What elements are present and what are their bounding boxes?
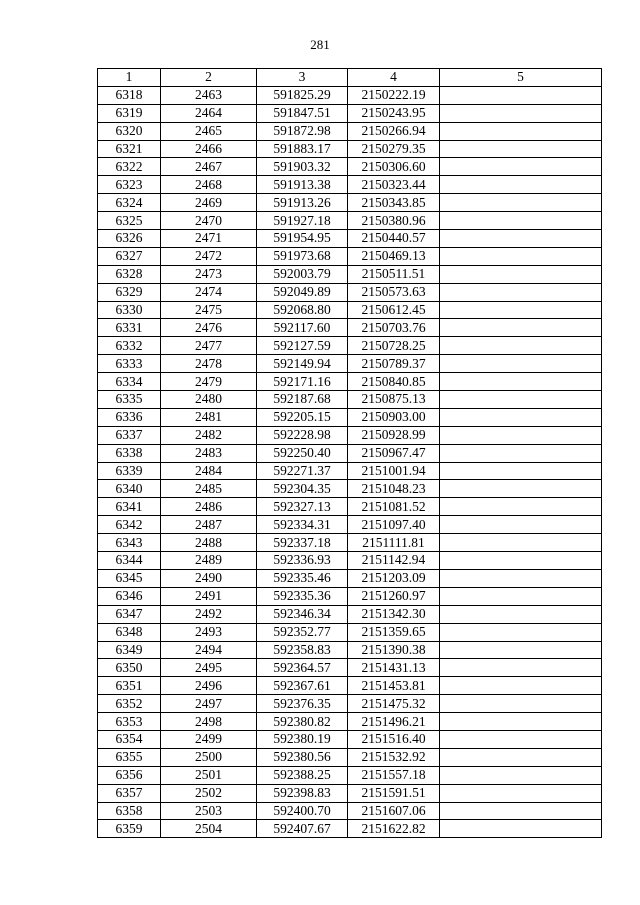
table-cell: 6334: [98, 373, 161, 391]
table-cell: 591973.68: [257, 247, 348, 265]
table-cell: 2151081.52: [348, 498, 440, 516]
table-cell: 2465: [161, 122, 257, 140]
table-cell: 2150875.13: [348, 391, 440, 409]
table-cell: [440, 194, 602, 212]
table-cell: 592228.98: [257, 426, 348, 444]
table-cell: 2481: [161, 408, 257, 426]
table-cell: 2475: [161, 301, 257, 319]
page-number: 281: [310, 37, 330, 52]
table-cell: 592149.94: [257, 355, 348, 373]
table-cell: 592171.16: [257, 373, 348, 391]
table-row: [98, 337, 602, 355]
table-cell: 2150266.94: [348, 122, 440, 140]
table-row: [98, 498, 602, 516]
table-cell: [440, 122, 602, 140]
table-cell: 6332: [98, 337, 161, 355]
table-cell: 2474: [161, 283, 257, 301]
table-cell: 2477: [161, 337, 257, 355]
table-cell: 2150279.35: [348, 140, 440, 158]
table-cell: 6335: [98, 391, 161, 409]
table-row: [98, 265, 602, 283]
table-cell: 592335.46: [257, 569, 348, 587]
table-cell: 2480: [161, 391, 257, 409]
table-row: [98, 713, 602, 731]
table-cell: 2463: [161, 86, 257, 104]
table-cell: 2151203.09: [348, 569, 440, 587]
table-cell: 2151142.94: [348, 552, 440, 570]
table-cell: 592327.13: [257, 498, 348, 516]
table-cell: 6340: [98, 480, 161, 498]
table-cell: [440, 713, 602, 731]
table-cell: [440, 569, 602, 587]
table-row: [98, 820, 602, 838]
table-cell: [440, 695, 602, 713]
table-cell: 6343: [98, 534, 161, 552]
table-cell: 6328: [98, 265, 161, 283]
table-cell: 2502: [161, 784, 257, 802]
table-cell: [440, 748, 602, 766]
table-cell: 6326: [98, 230, 161, 248]
table-cell: 591903.32: [257, 158, 348, 176]
table-cell: 6330: [98, 301, 161, 319]
table-cell: 2151431.13: [348, 659, 440, 677]
table-cell: 2150380.96: [348, 212, 440, 230]
table-cell: 2151048.23: [348, 480, 440, 498]
column-header: 3: [257, 69, 348, 87]
table-cell: 592380.82: [257, 713, 348, 731]
table-row: [98, 444, 602, 462]
table-cell: 592407.67: [257, 820, 348, 838]
table-row: [98, 677, 602, 695]
table-cell: 2151622.82: [348, 820, 440, 838]
table-cell: 592367.61: [257, 677, 348, 695]
column-header: 1: [98, 69, 161, 87]
table-cell: 2151475.32: [348, 695, 440, 713]
table-row: [98, 122, 602, 140]
table-cell: 6318: [98, 86, 161, 104]
table-cell: [440, 247, 602, 265]
table-row: [98, 247, 602, 265]
table-cell: 592376.35: [257, 695, 348, 713]
table-row: [98, 659, 602, 677]
table-row: [98, 104, 602, 122]
coordinates-table: [97, 68, 602, 838]
table-cell: [440, 283, 602, 301]
table-cell: 2151453.81: [348, 677, 440, 695]
table-cell: 2150243.95: [348, 104, 440, 122]
table-cell: 592335.36: [257, 587, 348, 605]
table-cell: 6341: [98, 498, 161, 516]
table-row: [98, 408, 602, 426]
table-cell: 2493: [161, 623, 257, 641]
table-cell: [440, 552, 602, 570]
table-cell: 592337.18: [257, 534, 348, 552]
table-cell: 2500: [161, 748, 257, 766]
table-cell: [440, 337, 602, 355]
table-cell: 592304.35: [257, 480, 348, 498]
table-cell: 2478: [161, 355, 257, 373]
table-cell: 6325: [98, 212, 161, 230]
table-cell: 592003.79: [257, 265, 348, 283]
table-cell: 6344: [98, 552, 161, 570]
table-row: [98, 623, 602, 641]
table-cell: 6349: [98, 641, 161, 659]
table-cell: 2472: [161, 247, 257, 265]
table-cell: 2151359.65: [348, 623, 440, 641]
table-cell: [440, 802, 602, 820]
table-cell: 592380.19: [257, 730, 348, 748]
table-row: [98, 391, 602, 409]
table-cell: 2466: [161, 140, 257, 158]
table-cell: 2151591.51: [348, 784, 440, 802]
table-cell: [440, 158, 602, 176]
table-cell: 592068.80: [257, 301, 348, 319]
table-cell: 2150343.85: [348, 194, 440, 212]
table-cell: 2496: [161, 677, 257, 695]
table-cell: [440, 230, 602, 248]
table-cell: 6350: [98, 659, 161, 677]
table-cell: [440, 373, 602, 391]
table-cell: [440, 820, 602, 838]
table-cell: 592336.93: [257, 552, 348, 570]
table-cell: [440, 355, 602, 373]
table-cell: 2485: [161, 480, 257, 498]
table-cell: 591825.29: [257, 86, 348, 104]
table-cell: 2473: [161, 265, 257, 283]
table-cell: 591927.18: [257, 212, 348, 230]
table-cell: 2150222.19: [348, 86, 440, 104]
table-cell: 2486: [161, 498, 257, 516]
table-cell: 592398.83: [257, 784, 348, 802]
table-cell: 6338: [98, 444, 161, 462]
table-cell: 2484: [161, 462, 257, 480]
table-cell: 592049.89: [257, 283, 348, 301]
table-cell: 2467: [161, 158, 257, 176]
table-cell: 2470: [161, 212, 257, 230]
column-header: 2: [161, 69, 257, 87]
table-cell: [440, 104, 602, 122]
table-cell: 2491: [161, 587, 257, 605]
table-cell: 592400.70: [257, 802, 348, 820]
table-cell: [440, 534, 602, 552]
table-cell: 6321: [98, 140, 161, 158]
table-cell: 6337: [98, 426, 161, 444]
table-cell: 2151557.18: [348, 766, 440, 784]
table-cell: 2482: [161, 426, 257, 444]
table-cell: 2150573.63: [348, 283, 440, 301]
table-cell: [440, 480, 602, 498]
table-row: [98, 587, 602, 605]
table-cell: 6339: [98, 462, 161, 480]
table-row: [98, 462, 602, 480]
table-row: [98, 748, 602, 766]
table-cell: 6345: [98, 569, 161, 587]
table-cell: [440, 86, 602, 104]
table-cell: 2468: [161, 176, 257, 194]
table-cell: 2499: [161, 730, 257, 748]
table-cell: [440, 677, 602, 695]
table-cell: 2150928.99: [348, 426, 440, 444]
table-cell: 6331: [98, 319, 161, 337]
table-row: [98, 140, 602, 158]
table-cell: [440, 301, 602, 319]
table-cell: 2151516.40: [348, 730, 440, 748]
table-cell: 6342: [98, 516, 161, 534]
table-cell: 2469: [161, 194, 257, 212]
table-cell: [440, 391, 602, 409]
table-cell: 6354: [98, 730, 161, 748]
table-cell: 2150306.60: [348, 158, 440, 176]
table-cell: 2504: [161, 820, 257, 838]
table-cell: [440, 516, 602, 534]
table-cell: 2150967.47: [348, 444, 440, 462]
table-cell: [440, 265, 602, 283]
table-cell: 6327: [98, 247, 161, 265]
table-cell: [440, 408, 602, 426]
table-cell: 6356: [98, 766, 161, 784]
table-cell: 2150903.00: [348, 408, 440, 426]
table-cell: 6322: [98, 158, 161, 176]
table-cell: 2151097.40: [348, 516, 440, 534]
table-cell: 592358.83: [257, 641, 348, 659]
table-cell: 592352.77: [257, 623, 348, 641]
table-cell: 6352: [98, 695, 161, 713]
table-cell: [440, 605, 602, 623]
table-cell: 2151111.81: [348, 534, 440, 552]
table-row: [98, 355, 602, 373]
table-cell: 2150728.25: [348, 337, 440, 355]
column-header: 4: [348, 69, 440, 87]
table-cell: [440, 140, 602, 158]
table-row: [98, 730, 602, 748]
table-cell: [440, 444, 602, 462]
table-cell: 2151390.38: [348, 641, 440, 659]
table-cell: 6323: [98, 176, 161, 194]
table-cell: [440, 587, 602, 605]
table-cell: [440, 319, 602, 337]
table-cell: [440, 623, 602, 641]
table-cell: 2471: [161, 230, 257, 248]
table-cell: 592250.40: [257, 444, 348, 462]
table-cell: 6358: [98, 802, 161, 820]
table-row: [98, 766, 602, 784]
table-row: [98, 480, 602, 498]
table-cell: 2497: [161, 695, 257, 713]
table-cell: 2150703.76: [348, 319, 440, 337]
table-cell: [440, 641, 602, 659]
table-row: [98, 534, 602, 552]
table-row: [98, 569, 602, 587]
table-cell: [440, 730, 602, 748]
table-cell: 591872.98: [257, 122, 348, 140]
table-cell: 2487: [161, 516, 257, 534]
table-row: [98, 283, 602, 301]
table-body: [98, 86, 602, 837]
table-cell: [440, 766, 602, 784]
table-cell: 592205.15: [257, 408, 348, 426]
table-row: [98, 641, 602, 659]
table-cell: 2494: [161, 641, 257, 659]
table-cell: 2498: [161, 713, 257, 731]
table-row: [98, 301, 602, 319]
table-cell: 2489: [161, 552, 257, 570]
table-cell: 2150469.13: [348, 247, 440, 265]
table-row: [98, 426, 602, 444]
table-row: [98, 605, 602, 623]
table-cell: 2503: [161, 802, 257, 820]
table-cell: 6336: [98, 408, 161, 426]
table-cell: 6329: [98, 283, 161, 301]
column-header: 5: [440, 69, 602, 87]
table-cell: 2151260.97: [348, 587, 440, 605]
table-row: [98, 86, 602, 104]
table-cell: 592346.34: [257, 605, 348, 623]
table-cell: 6333: [98, 355, 161, 373]
table-cell: 6319: [98, 104, 161, 122]
table-cell: 2150323.44: [348, 176, 440, 194]
table-cell: 592334.31: [257, 516, 348, 534]
table-row: [98, 319, 602, 337]
table-cell: 2150612.45: [348, 301, 440, 319]
table-cell: 6347: [98, 605, 161, 623]
table-cell: 591847.51: [257, 104, 348, 122]
table-cell: 592388.25: [257, 766, 348, 784]
table-cell: [440, 176, 602, 194]
table-cell: [440, 659, 602, 677]
table-row: [98, 552, 602, 570]
table-cell: 2150440.57: [348, 230, 440, 248]
table-cell: 2151532.92: [348, 748, 440, 766]
table-cell: 2490: [161, 569, 257, 587]
table-row: [98, 158, 602, 176]
table-cell: 592187.68: [257, 391, 348, 409]
table-cell: 591913.38: [257, 176, 348, 194]
table-row: [98, 695, 602, 713]
table-row: [98, 516, 602, 534]
table-cell: 2488: [161, 534, 257, 552]
table-cell: 6351: [98, 677, 161, 695]
table-cell: [440, 462, 602, 480]
table-cell: 591954.95: [257, 230, 348, 248]
table-cell: 2151001.94: [348, 462, 440, 480]
table-cell: 592380.56: [257, 748, 348, 766]
table-row: [98, 194, 602, 212]
table-cell: 2476: [161, 319, 257, 337]
table-cell: 2479: [161, 373, 257, 391]
table-row: [98, 802, 602, 820]
table-cell: 2150840.85: [348, 373, 440, 391]
table-cell: 591913.26: [257, 194, 348, 212]
table-cell: 592271.37: [257, 462, 348, 480]
table-row: [98, 373, 602, 391]
table-cell: 592117.60: [257, 319, 348, 337]
table-header: [98, 69, 602, 87]
table-cell: 6320: [98, 122, 161, 140]
table-cell: 591883.17: [257, 140, 348, 158]
table-cell: 6324: [98, 194, 161, 212]
table-cell: 2495: [161, 659, 257, 677]
table-cell: 2501: [161, 766, 257, 784]
table-cell: 6357: [98, 784, 161, 802]
table-cell: 6355: [98, 748, 161, 766]
table-cell: [440, 498, 602, 516]
table-cell: [440, 212, 602, 230]
table-cell: 2151607.06: [348, 802, 440, 820]
table-cell: 2483: [161, 444, 257, 462]
table-cell: 6346: [98, 587, 161, 605]
table-row: [98, 784, 602, 802]
header-row: [98, 69, 602, 87]
table-row: [98, 230, 602, 248]
table-cell: 2464: [161, 104, 257, 122]
table-cell: 2151496.21: [348, 713, 440, 731]
table-cell: 2492: [161, 605, 257, 623]
table-cell: 2150511.51: [348, 265, 440, 283]
table-cell: 2150789.37: [348, 355, 440, 373]
table-cell: [440, 784, 602, 802]
table-cell: [440, 426, 602, 444]
table-cell: 6348: [98, 623, 161, 641]
table-cell: 592364.57: [257, 659, 348, 677]
table-cell: 6353: [98, 713, 161, 731]
table-row: [98, 176, 602, 194]
table-cell: 6359: [98, 820, 161, 838]
table-cell: 592127.59: [257, 337, 348, 355]
table-row: [98, 212, 602, 230]
table-cell: 2151342.30: [348, 605, 440, 623]
